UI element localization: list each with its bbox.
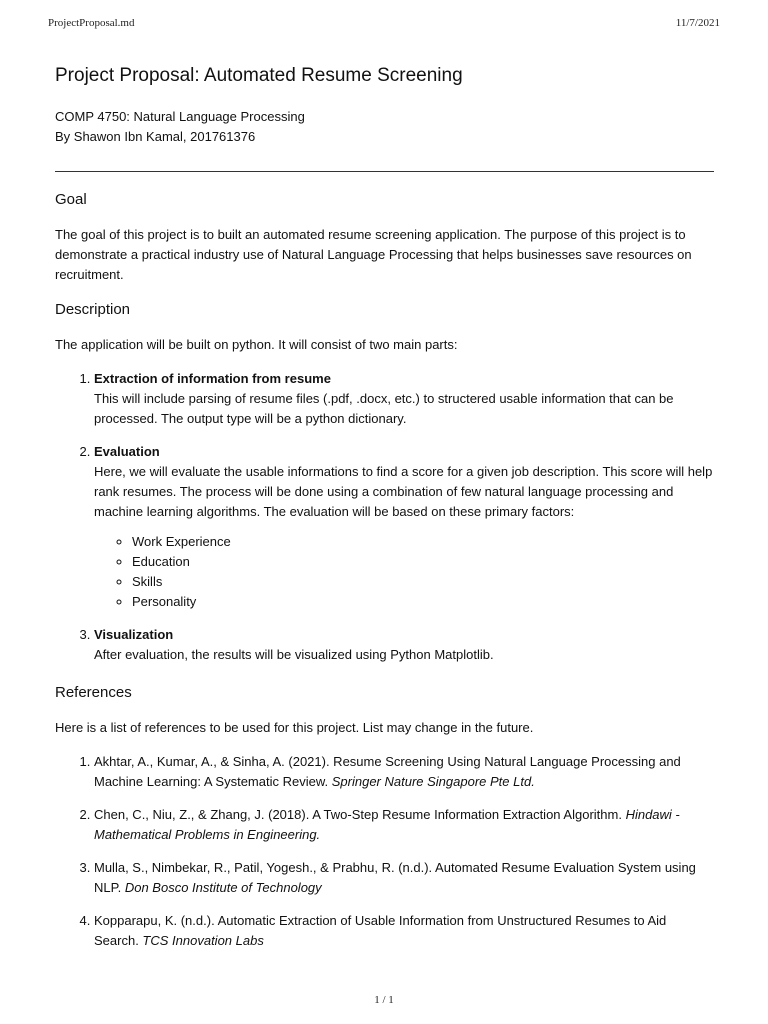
description-section (55, 298, 714, 665)
reference-item (94, 858, 714, 898)
document-content (55, 62, 714, 964)
goal-section (55, 188, 714, 285)
author-line: By Shawon Ibn Kamal, 201761376 (55, 129, 256, 144)
reference-text: Kopparapu, K. (n.d.). Automatic Extraction of Usable Information from Unstructured Resumes to Aid Search. (94, 913, 667, 948)
reference-source: TCS Innovation Labs (142, 933, 264, 948)
print-footer (0, 994, 768, 1006)
item-body: After evaluation, the results will be visualized using Python Matplotlib. (94, 647, 494, 662)
list-item (94, 369, 714, 429)
item-title: Visualization (94, 627, 174, 642)
factor-item: ◦ Work Experience (132, 532, 714, 552)
page-number: 1 / 1 (374, 994, 394, 1006)
item-body: This will include parsing of resume files (.pdf, .docx, etc.) to structered usable information that can be processed. The output type will be a python dictionary. (94, 391, 674, 426)
print-header (48, 17, 720, 29)
factor-item: ◦ Skills (132, 572, 714, 592)
goal-text: The goal of this project is to built an automated resume screening application. The purpose of this project is to demonstrate a practical industry use of Natural Language Processing that helps businesses save resources on recruitment. (55, 227, 692, 282)
description-list (55, 369, 714, 665)
list-item (94, 625, 714, 665)
reference-item (94, 805, 714, 845)
item-title: Evaluation (94, 444, 160, 459)
header-date: 11/7/2021 (675, 17, 720, 29)
description-intro: The application will be built on python. It will consist of two main parts: (55, 337, 458, 352)
list-item (94, 442, 714, 612)
title-divider (55, 171, 714, 172)
document-meta (55, 107, 714, 147)
reference-text: Mulla, S., Nimbekar, R., Patil, Yogesh., & Prabhu, R. (n.d.). Automated Resume Evaluation System using NLP. (94, 860, 696, 895)
references-intro: Here is a list of references to be used for this project. List may change in the future. (55, 720, 534, 735)
course-line: COMP 4750: Natural Language Processing (55, 109, 305, 124)
goal-heading: Goal (55, 191, 87, 208)
reference-source: Don Bosco Institute of Technology (124, 880, 322, 895)
reference-item (94, 911, 714, 951)
reference-text: Akhtar, A., Kumar, A., & Sinha, A. (2021). Resume Screening Using Natural Language Processing and Machine Learning: A Systematic Review. (94, 754, 681, 789)
factors-list (94, 532, 714, 612)
factor-item: ◦ Personality (132, 592, 714, 612)
references-heading: References (55, 684, 132, 701)
references-list (55, 752, 714, 951)
reference-text: Chen, C., Niu, Z., & Zhang, J. (2018). A Two-Step Resume Information Extraction Algorithm. (94, 807, 626, 822)
reference-source: Springer Nature Singapore Pte Ltd. (331, 774, 535, 789)
header-filename: ProjectProposal.md (48, 17, 135, 29)
description-heading: Description (55, 301, 131, 318)
item-body: Here, we will evaluate the usable informations to find a score for a given job description. This score will help rank resumes. The process will be done using a combination of few natural language processing and machine learning algorithms. The evaluation will be based on these primary factors: (94, 464, 713, 519)
reference-source: Hindawi - Mathematical Problems in Engineering. (94, 807, 680, 842)
factor-item: ◦ Education (132, 552, 714, 572)
document-title: Project Proposal: Automated Resume Screening (55, 65, 463, 86)
item-title: Extraction of information from resume (94, 371, 331, 386)
references-section (55, 681, 714, 951)
reference-item (94, 752, 714, 792)
